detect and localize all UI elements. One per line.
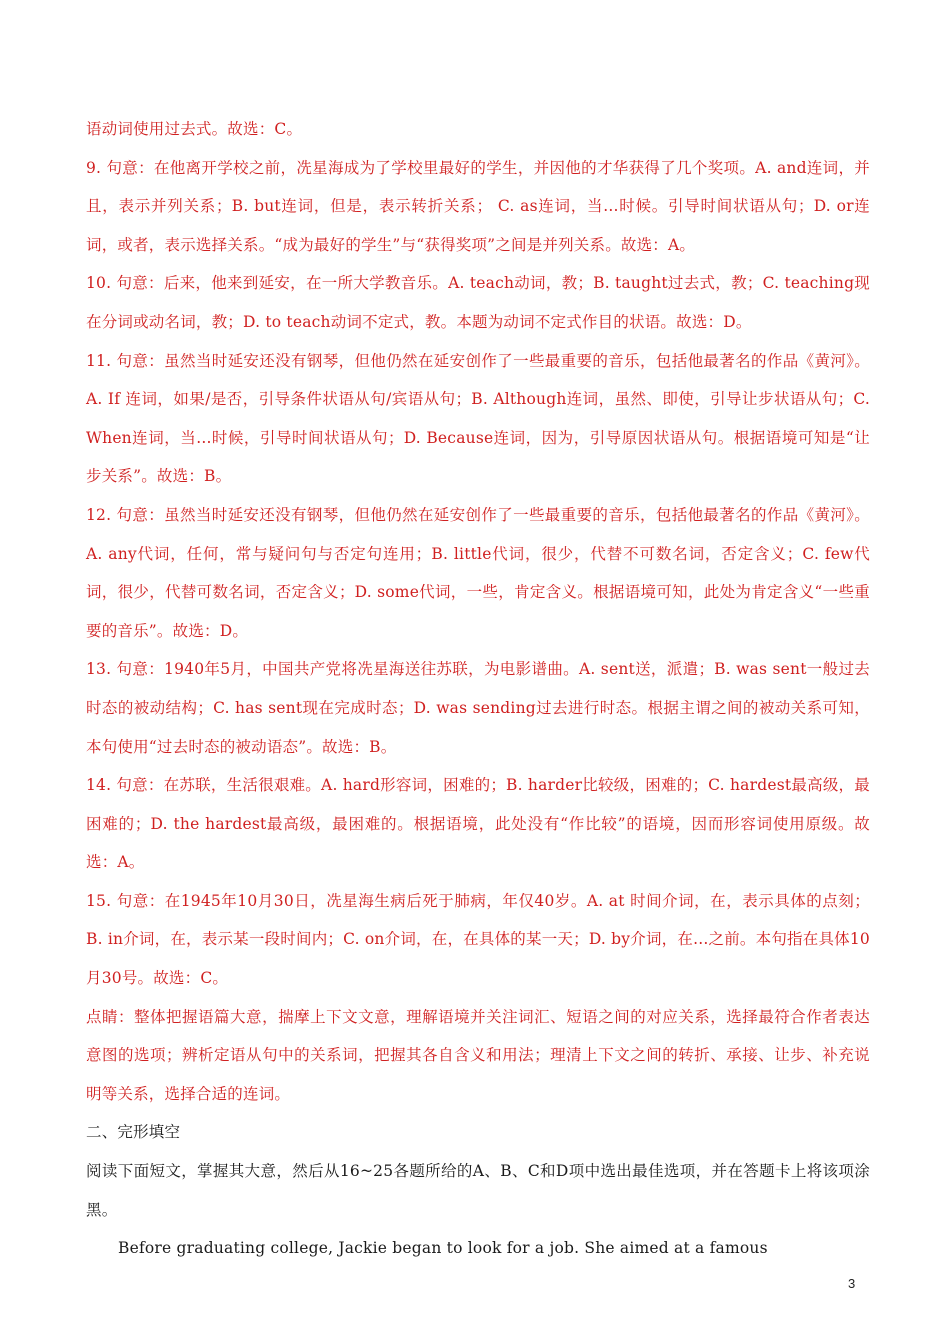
key-point-note: 点睛：整体把握语篇大意，揣摩上下文文意，理解语境并关注词汇、短语之间的对应关系，选择最符合作者表达意图的选项；辨析定语从句中的关系词，把握其各自含义和用法；理清上下文之间的转折、承接、让步、补充说明等关系，选择合适的连词。 (86, 1007, 870, 1103)
answer-explanation-10: 10. 句意：后来，他来到延安，在一所大学教音乐。A. teach动词，教；B. taught过去式，教；C. teaching现在分词或动名词，教；D. to teach动词不定式，教。本题为动词不定式作目的状语。故选：D。 (86, 274, 870, 331)
answer-line-8-tail: 语动词使用过去式。故选：C。 (86, 120, 303, 138)
answer-explanation-15: 15. 句意：在1945年10月30日，冼星海生病后死于肺病，年仅40岁。A. at 时间介词，在，表示具体的点刻；B. in介词，在，表示某一段时间内；C. on介词，在，在具体的某一天；D. by介词，在...之前。本句指在具体10月30号。故选：C。 (86, 891, 870, 988)
answer-explanation-11: 11. 句意：虽然当时延安还没有钢琴，但他仍然在延安创作了一些最重要的音乐，包括他最著名的作品《黄河》。A. If 连词，如果/是否，引导条件状语从句/宾语从句；B. Although连词，虽然、即使，引导让步状语从句；C. When连词，当...时候，引导时间状语从句；D. Because连词，因为，引导原因状语从句。根据语境可知是“让步关系”。故选：B。 (86, 351, 870, 486)
document-page (86, 110, 870, 1268)
cloze-passage-start: Before graduating college, Jackie began to look for a job. She aimed at a famous (118, 1239, 768, 1258)
cloze-instructions: 阅读下面短文，掌握其大意，然后从16~25各题所给的A、B、C和D项中选出最佳选项，并在答题卡上将该项涂黑。 (86, 1162, 870, 1219)
answer-explanation-13: 13. 句意：1940年5月，中国共产党将冼星海送往苏联，为电影谱曲。A. sent送，派遣；B. was sent一般过去时态的被动结构；C. has sent现在完成时态；D. was sending过去进行时态。根据主谓之间的被动关系可知，本句使用“过去时态的被动语态”。故选：B。 (86, 660, 870, 756)
section-heading-cloze: 二、完形填空 (86, 1123, 181, 1142)
page-number: 3 (848, 1276, 856, 1291)
answer-explanation-14: 14. 句意：在苏联，生活很艰难。A. hard形容词，困难的；B. harder比较级，困难的；C. hardest最高级，最困难的；D. the hardest最高级，最困难的。根据语境，此处没有“作比较”的语境，因而形容词使用原级。故选：A。 (86, 776, 870, 872)
answer-explanation-9: 9. 句意：在他离开学校之前，冼星海成为了学校里最好的学生，并因他的才华获得了几个奖项。A. and连词，并且，表示并列关系；B. but连词，但是，表示转折关系； C. as连词，当...时候。引导时间状语从句；D. or连词，或者，表示选择关系。“成为最好的学生”与“获得奖项”之间是并列关系。故选：A。 (86, 158, 870, 254)
answer-explanation-12: 12. 句意：虽然当时延安还没有钢琴，但他仍然在延安创作了一些最重要的音乐，包括他最著名的作品《黄河》。A. any代词，任何，常与疑问句与否定句连用；B. little代词，很少，代替不可数名词，否定含义；C. few代词，很少，代替可数名词，否定含义；D. some代词，一些，肯定含义。根据语境可知，此处为肯定含义“一些重要的音乐”。故选：D。 (86, 505, 870, 640)
